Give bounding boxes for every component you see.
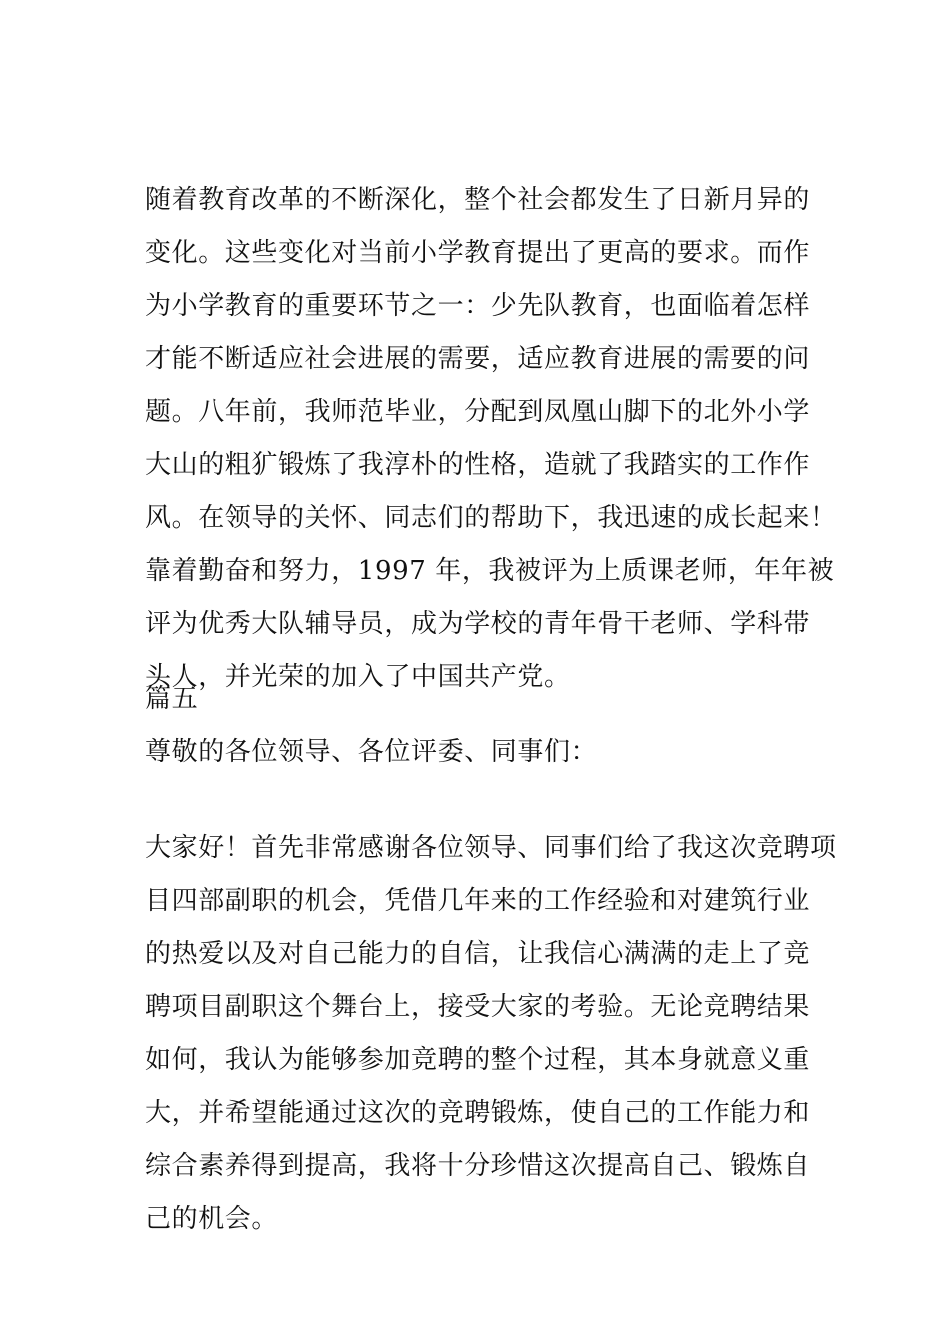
text-line: 题。八年前，我师范毕业，分配到凤凰山脚下的北外小学 — [145, 397, 811, 427]
text-line: 才能不断适应社会进展的需要，适应教育进展的需要的问 — [145, 344, 811, 374]
text-line: 目四部副职的机会，凭借几年来的工作经验和对建筑行业 — [145, 886, 811, 916]
paragraph-speech — [145, 822, 837, 1246]
section-heading: 篇五 — [145, 684, 199, 714]
salutation: 尊敬的各位领导、各位评委、同事们： — [145, 737, 598, 767]
text-line: 为小学教育的重要环节之一：少先队教育，也面临着怎样 — [145, 291, 811, 321]
text-line: 聘项目副职这个舞台上，接受大家的考验。无论竞聘结果 — [145, 992, 811, 1022]
text-line: 评为优秀大队辅导员，成为学校的青年骨干老师、学科带 — [145, 609, 811, 639]
text-line: 综合素养得到提高，我将十分珍惜这次提高自己、锻炼自 — [145, 1151, 811, 1181]
paragraph-intro — [145, 174, 837, 704]
text-line: 如何，我认为能够参加竞聘的整个过程，其本身就意义重 — [145, 1045, 811, 1075]
text-line: 己的机会。 — [145, 1204, 279, 1234]
text-line: 变化。这些变化对当前小学教育提出了更高的要求。而作 — [145, 238, 811, 268]
text-line: 随着教育改革的不断深化，整个社会都发生了日新月异的 — [145, 185, 811, 215]
text-line: 大山的粗犷锻炼了我淳朴的性格，造就了我踏实的工作作 — [145, 450, 811, 480]
text-line: 的热爱以及对自己能力的自信，让我信心满满的走上了竞 — [145, 939, 811, 969]
text-line: 靠着勤奋和努力，1997 年，我被评为上质课老师，年年被 — [145, 556, 835, 586]
text-line: 大，并希望能通过这次的竞聘锻炼，使自己的工作能力和 — [145, 1098, 811, 1128]
text-line: 大家好！首先非常感谢各位领导、同事们给了我这次竞聘项 — [145, 833, 837, 863]
text-line: 头人，并光荣的加入了中国共产党。 — [145, 662, 571, 692]
section-header — [145, 673, 825, 779]
text-line: 风。在领导的关怀、同志们的帮助下，我迅速的成长起来！ — [145, 503, 837, 533]
